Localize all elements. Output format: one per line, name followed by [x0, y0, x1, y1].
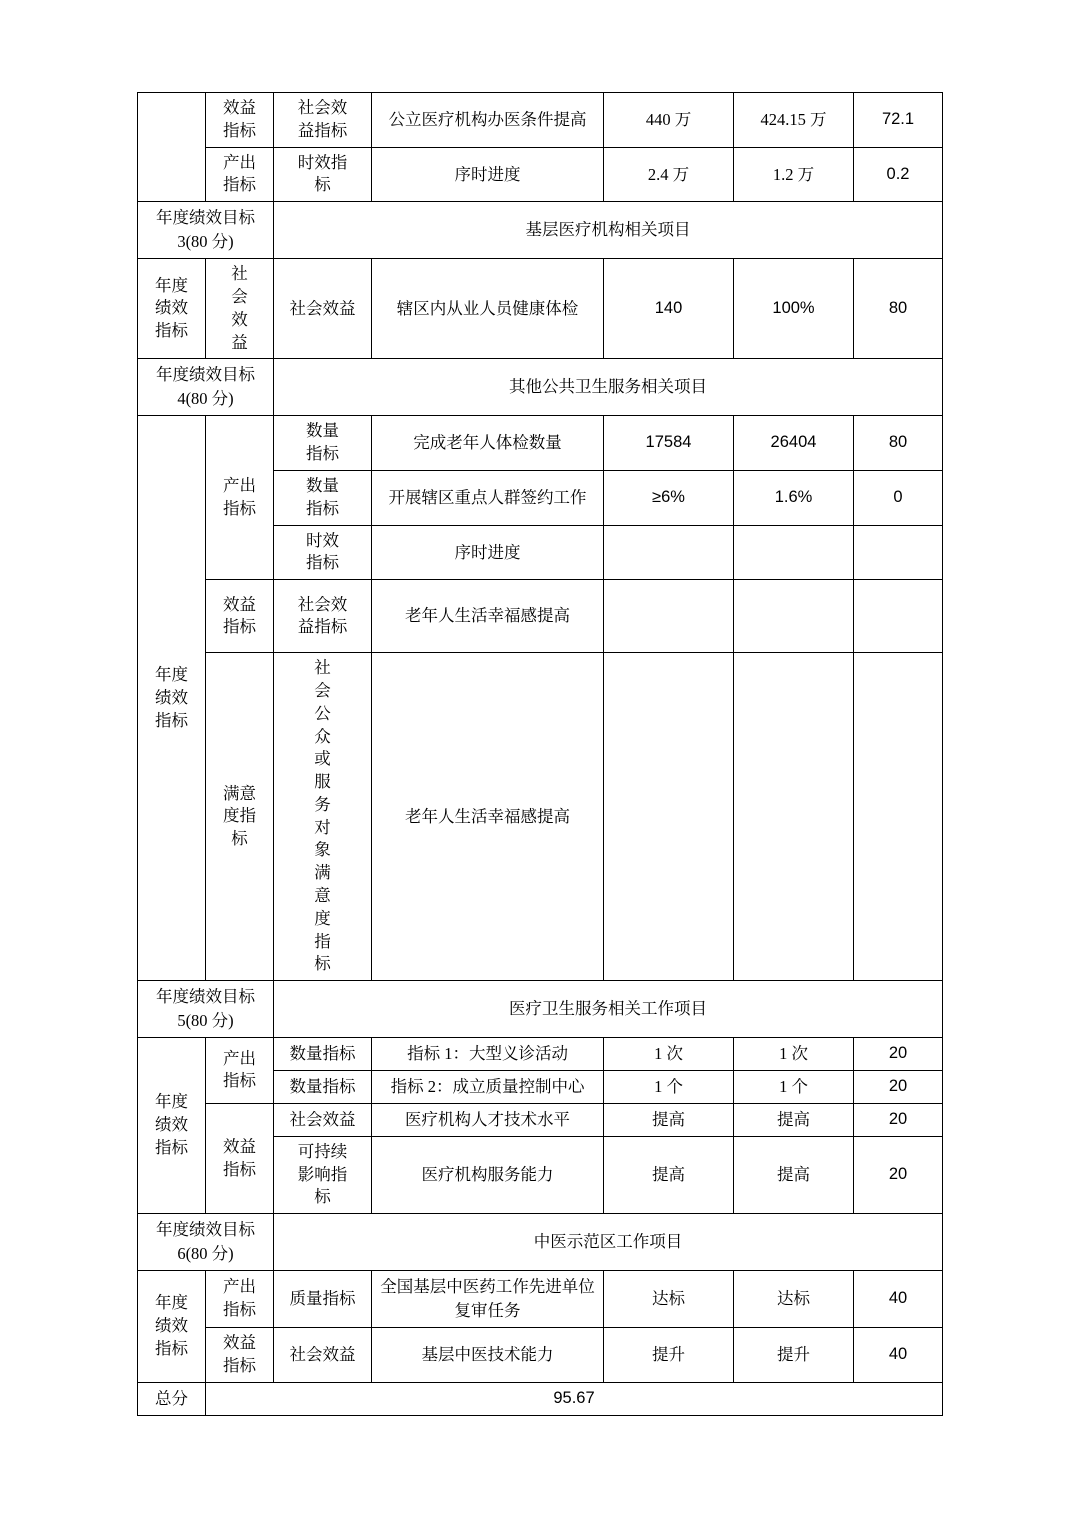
indicator-subtype-cell: 质量指标 [274, 1271, 372, 1328]
indicator-name-cell: 老年人生活幸福感提高 [372, 653, 604, 981]
indicator-subtype-label: 社会效益指标 [297, 98, 348, 140]
indicator-subtype-cell [274, 580, 372, 653]
performance-table-page [137, 92, 942, 1416]
indicator-type-cell [206, 1271, 274, 1328]
score-cell [854, 580, 943, 653]
indicator-subtype-label: 数量指标 [305, 475, 339, 518]
target-value-cell [604, 525, 734, 580]
target-value-cell: 2.4 万 [604, 147, 734, 202]
actual-value-cell [734, 653, 854, 981]
table-row [138, 653, 943, 981]
indicator-subtype-label: 时效指标 [297, 152, 348, 195]
indicator-subtype-cell [274, 470, 372, 525]
section-label-cell [138, 1214, 274, 1271]
section-label-cell [138, 359, 274, 416]
section-label-cell [138, 981, 274, 1038]
actual-value-cell: 1.6% [734, 470, 854, 525]
target-value-cell [604, 580, 734, 653]
indicator-subtype-cell: 数量指标 [274, 1070, 372, 1103]
indicator-type-label: 产出指标 [222, 152, 256, 195]
target-value-cell [604, 653, 734, 981]
table-row [138, 259, 943, 359]
indicator-subtype-cell [274, 525, 372, 580]
actual-value-cell: 26404 [734, 416, 854, 471]
indicator-type-cell [206, 580, 274, 653]
indicator-name-cell: 老年人生活幸福感提高 [372, 580, 604, 653]
indicator-type-cell [206, 259, 274, 359]
target-value-cell: 140 [604, 259, 734, 359]
indicator-type-label: 效益指标 [222, 594, 256, 637]
target-value-cell: 提高 [604, 1136, 734, 1213]
actual-value-cell [734, 580, 854, 653]
target-value-cell: 提高 [604, 1103, 734, 1136]
score-cell: 20 [854, 1038, 943, 1071]
score-cell: 40 [854, 1327, 943, 1382]
indicator-type-label: 产出指标 [222, 1048, 256, 1091]
indicator-type-label: 社会效益 [231, 264, 248, 352]
section-row-goal-6 [138, 1214, 943, 1271]
section-title-cell: 中医示范区工作项目 [274, 1214, 943, 1271]
indicator-subtype-label: 时效指标 [305, 530, 339, 573]
annual-indicator-label: 年度绩效指标 [154, 1293, 188, 1358]
section-label: 年度绩效目标6(80 分) [156, 1220, 255, 1264]
score-cell: 20 [854, 1070, 943, 1103]
indicator-name-cell: 序时进度 [372, 147, 604, 202]
indicator-type-label: 效益指标 [222, 1332, 256, 1375]
indicator-name-cell: 医疗机构服务能力 [372, 1136, 604, 1213]
target-value-cell: 达标 [604, 1271, 734, 1328]
indicator-name-cell: 基层中医技术能力 [372, 1327, 604, 1382]
indicator-subtype-cell [274, 147, 372, 202]
target-value-cell: ≥6% [604, 470, 734, 525]
indicator-subtype-cell: 社会效益 [274, 259, 372, 359]
section-label: 年度绩效目标4(80 分) [156, 365, 255, 409]
target-value-cell: 提升 [604, 1327, 734, 1382]
indicator-subtype-cell [274, 416, 372, 471]
score-cell [854, 525, 943, 580]
actual-value-cell [734, 525, 854, 580]
performance-indicator-table [137, 92, 943, 1416]
actual-value-cell: 提升 [734, 1327, 854, 1382]
indicator-name-cell: 序时进度 [372, 525, 604, 580]
indicator-type-cell [206, 93, 274, 148]
indicator-subtype-cell [274, 653, 372, 981]
indicator-type-cell [206, 653, 274, 981]
indicator-type-label: 效益指标 [222, 1136, 256, 1179]
score-cell: 20 [854, 1103, 943, 1136]
annual-indicator-group-cell [138, 259, 206, 359]
table-row [138, 93, 943, 148]
table-row [138, 1103, 943, 1136]
score-cell: 0 [854, 470, 943, 525]
indicator-name-cell: 指标 1：大型义诊活动 [372, 1038, 604, 1071]
target-value-cell: 1 次 [604, 1038, 734, 1071]
score-cell: 40 [854, 1271, 943, 1328]
total-label-cell: 总分 [138, 1382, 206, 1415]
table-row [138, 147, 943, 202]
section-row-goal-4 [138, 359, 943, 416]
table-row [138, 580, 943, 653]
indicator-subtype-cell: 数量指标 [274, 1038, 372, 1071]
indicator-type-label: 效益指标 [222, 98, 256, 140]
actual-value-cell: 100% [734, 259, 854, 359]
actual-value-cell: 1.2 万 [734, 147, 854, 202]
table-row [138, 416, 943, 471]
annual-indicator-label: 年度绩效指标 [154, 665, 188, 730]
score-cell: 80 [854, 259, 943, 359]
score-cell [854, 653, 943, 981]
indicator-subtype-label: 社会效益指标 [297, 594, 348, 637]
indicator-type-label: 产出指标 [222, 475, 256, 518]
actual-value-cell: 提高 [734, 1136, 854, 1213]
indicator-subtype-cell [274, 93, 372, 148]
score-cell: 0.2 [854, 147, 943, 202]
indicator-type-label: 满意度指标 [222, 783, 256, 849]
actual-value-cell: 达标 [734, 1271, 854, 1328]
table-row [138, 1038, 943, 1071]
section-label: 年度绩效目标5(80 分) [156, 987, 255, 1031]
section-title-cell: 基层医疗机构相关项目 [274, 202, 943, 259]
indicator-name-cell: 指标 2：成立质量控制中心 [372, 1070, 604, 1103]
section-title-cell: 其他公共卫生服务相关项目 [274, 359, 943, 416]
indicator-subtype-cell: 社会效益 [274, 1327, 372, 1382]
actual-value-cell: 1 次 [734, 1038, 854, 1071]
indicator-subtype-label: 数量指标 [305, 421, 339, 464]
score-cell: 20 [854, 1136, 943, 1213]
section-label: 年度绩效目标3(80 分) [156, 208, 255, 252]
indicator-subtype-label: 可持续影响指标 [297, 1141, 348, 1207]
indicator-type-cell [206, 147, 274, 202]
actual-value-cell: 提高 [734, 1103, 854, 1136]
target-value-cell: 440 万 [604, 93, 734, 148]
indicator-name-cell: 公立医疗机构办医条件提高 [372, 93, 604, 148]
indicator-subtype-cell [274, 1136, 372, 1213]
annual-indicator-group-cell [138, 416, 206, 981]
table-row [138, 1327, 943, 1382]
section-row-goal-3 [138, 202, 943, 259]
indicator-subtype-label: 社会公众或服务对象满意度指标 [314, 658, 331, 974]
indicator-subtype-cell: 社会效益 [274, 1103, 372, 1136]
target-value-cell: 17584 [604, 416, 734, 471]
indicator-type-cell [206, 1103, 274, 1213]
section-label-cell [138, 202, 274, 259]
section-title-cell: 医疗卫生服务相关工作项目 [274, 981, 943, 1038]
indicator-type-cell [206, 1327, 274, 1382]
total-value-cell: 95.67 [206, 1382, 943, 1415]
annual-indicator-group-cell [138, 1038, 206, 1214]
annual-indicator-label: 年度绩效指标 [154, 1092, 188, 1157]
table-row [138, 1271, 943, 1328]
actual-value-cell: 424.15 万 [734, 93, 854, 148]
indicator-type-cell [206, 416, 274, 580]
section-row-goal-5 [138, 981, 943, 1038]
target-value-cell: 1 个 [604, 1070, 734, 1103]
total-row [138, 1382, 943, 1415]
indicator-name-cell: 医疗机构人才技术水平 [372, 1103, 604, 1136]
indicator-name-cell: 完成老年人体检数量 [372, 416, 604, 471]
score-cell: 72.1 [854, 93, 943, 148]
indicator-name-cell: 全国基层中医药工作先进单位复审任务 [372, 1271, 604, 1328]
annual-indicator-group-cell [138, 1271, 206, 1383]
indicator-name-cell: 开展辖区重点人群签约工作 [372, 470, 604, 525]
annual-indicator-label: 年度绩效指标 [154, 275, 188, 341]
indicator-type-cell [206, 1038, 274, 1104]
score-cell: 80 [854, 416, 943, 471]
row-group-empty-cell [138, 93, 206, 202]
indicator-type-label: 产出指标 [222, 1277, 256, 1319]
indicator-name-cell: 辖区内从业人员健康体检 [372, 259, 604, 359]
actual-value-cell: 1 个 [734, 1070, 854, 1103]
